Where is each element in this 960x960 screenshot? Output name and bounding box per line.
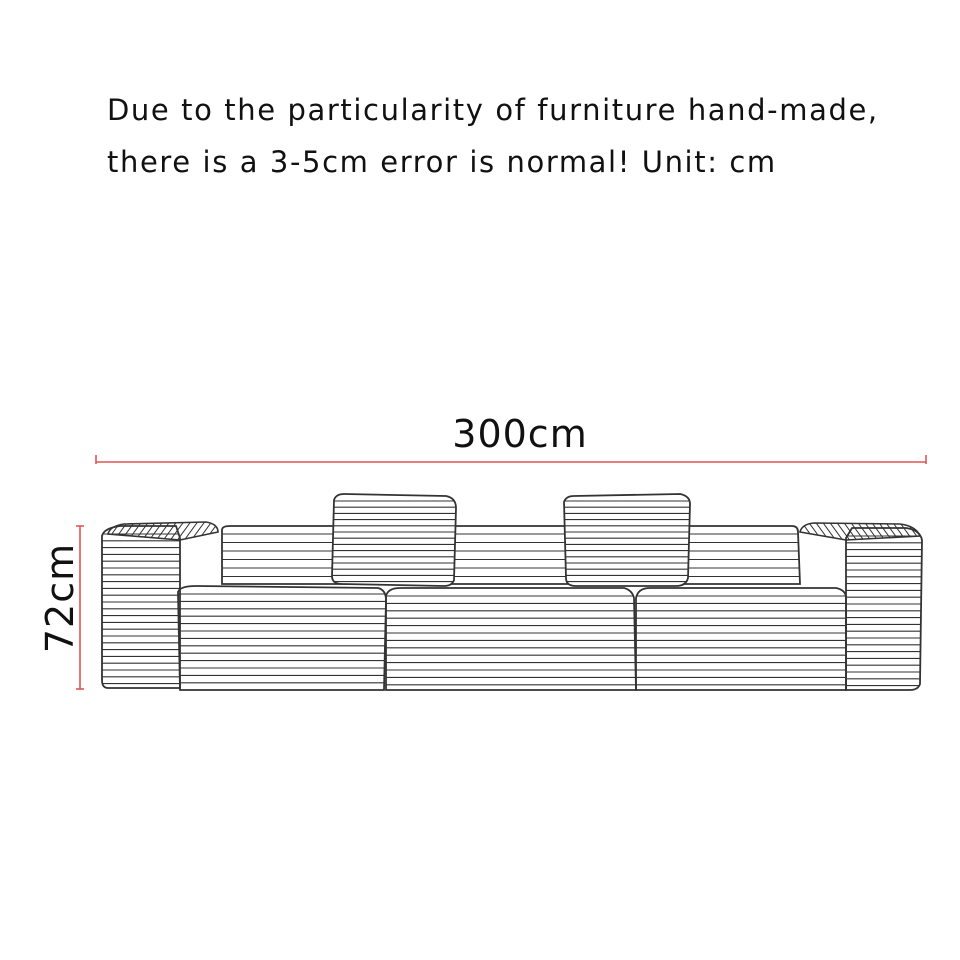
note-line-1: Due to the particularity of furniture hand-made, <box>107 93 879 127</box>
note-line-2: there is a 3-5cm error is normal! Unit: cm <box>107 145 777 179</box>
width-dimension-label: 300cm <box>452 412 588 456</box>
height-dimension-line <box>76 526 84 689</box>
width-dimension-line <box>96 455 926 464</box>
height-dimension-label: 72cm <box>38 542 82 654</box>
sofa-outline <box>92 494 935 690</box>
